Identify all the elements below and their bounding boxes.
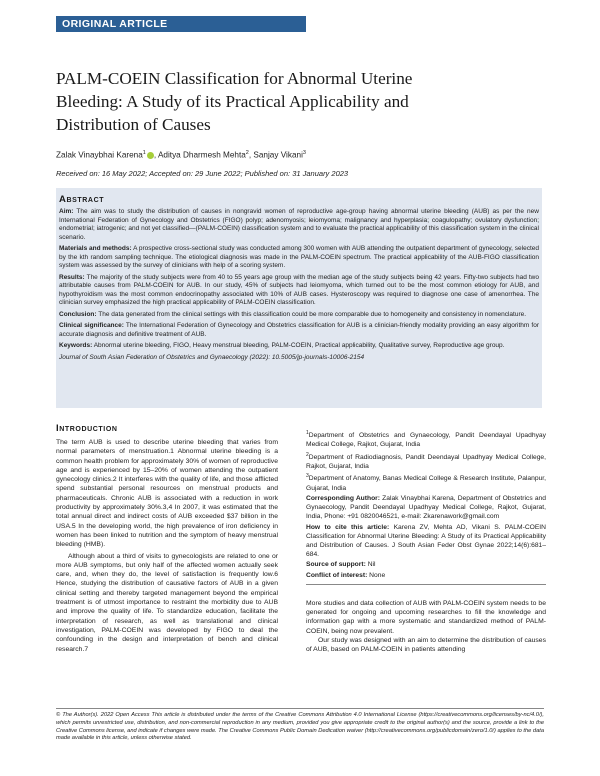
introduction-paragraph-1: The term AUB is used to describe uterine bleeding that varies from normal parameters of menstruation.1 Abnormal uterine bleeding is a common health problem for approximately 30% of women of reproductive age and is experienced by 15–20% of women attending the outpatient gynecology clinics.2 It interferes with the quality of life, and those afflicted spend substantial personal resources on menstrual products and pharmaceuticals. Chronic AUB is associated with a reduction in work productivity by approximately 30%.3,4 In 2007, it was estimated that the total annual direct and indirect costs of AUB exceeded $37 billion in the USA.5 In the developing world, the high prevalence of iron deficiency in women has been linked to nutrition and the symptom of heavy menstrual bleeding (HMB).: [56, 439, 278, 549]
affiliation-text: Department of Radiodiagnosis, Pandit Deendayal Upadhyay Medical College, Rajkot, Gujarat, India: [306, 453, 546, 471]
conflict-text: None: [369, 571, 386, 579]
support-label: Source of support:: [306, 561, 366, 569]
cite-text: Karena ZV, Mehta AD, Vikani S. PALM-COEIN Classification for Abnormal Uterine Bleeding: A Study of its Practical Applicability and Distribution of Causes. J South Asian Feder Obst Gynae 2022;14(6):681–684.: [306, 523, 546, 559]
abstract-significance: [59, 322, 539, 339]
abstract-results: [59, 274, 539, 308]
author-name: Aditya Dharmesh Mehta: [157, 150, 246, 160]
abstract-conclusion: [59, 311, 539, 320]
keywords-text: Abnormal uterine bleeding, FIGO, Heavy menstrual bleeding, PALM-COEIN, Practical applicability, Qualitative survey, Reproductive age group.: [93, 342, 505, 349]
results-label: Results:: [59, 273, 85, 281]
introduction-heading: Introduction: [56, 423, 118, 434]
affiliation-2: [306, 451, 546, 472]
right-paragraph-2: Our study was designed with an aim to determine the distribution of causes of AUB, based on PALM-COEIN in patients attending: [306, 636, 546, 654]
results-text: The majority of the study subjects were from 40 to 55 years age group with the median age of the study subjects being 42 years. Fifty-two subjects had two attributable causes from PALM-COEIN for AUB. In our study, 45% of subjects had leiomyoma, which turned out to be the most common etiology for AUB, and hypothyroidism was the most common endocrinopathy associated with 10% of AUB cases. Hysteroscopy was required to diagnose one case of amenorrhea. The clinician survey emphasized the high practical applicability of PALM-COEIN classification.: [59, 273, 539, 306]
methods-text: A prospective cross-sectional study was conducted among 300 women with AUB attending the outpatient department of gynecology, selected by the kth random sampling technique. The etiological diagnosis was made in the PALM-COEIN spectrum. The practical applicability of the AUB-FIGO classification system was assessed by the survey of clinicians with help of a scoring system.: [59, 245, 539, 269]
publication-dates: [56, 169, 348, 178]
methods-label: Materials and methods:: [59, 245, 132, 252]
corresponding-text: Zalak Vinaybhai Karena, Department of Obstetrics and Gynaecology, Pandit Deendayal Upadhyay Medical College, Rajkot, Gujarat, India, Phone: +91 0820046521, e-mail: Zkarenawork@gmail.com: [306, 494, 546, 521]
received-label: Received on:: [56, 169, 100, 178]
accepted-label: Accepted on:: [149, 169, 193, 178]
how-to-cite: [306, 523, 546, 560]
source-of-support: [306, 560, 546, 569]
received-date: 16 May 2022;: [101, 169, 148, 178]
introduction-paragraph-2: Although about a third of visits to gynecologists are related to one or more AUB symptoms, but only half of the affected women actually seek care, and, when they do, the level of satisfaction is frequently low.6 Hence, studying the distribution of causative factors of AUB in a given clinical setting and thereby targeted management beyond the empirical treatment is of utmost importance to restraint the morbidity due to AUB and improve the quality of life. To standardize education, facilitate the interpretation of research, as well as translational and clinical investigation, PALM-COEIN was developed by FIGO to deal the confounding in the design and interpretation of bench and clinical research.7: [56, 552, 278, 653]
keywords-label: Keywords:: [59, 342, 93, 349]
author-name: Sanjay Vikani: [253, 150, 303, 160]
conclusion-text: The data generated from the clinical settings with this classification could be more comparable due to homogeneity and consistency in nomenclature.: [98, 310, 527, 318]
affiliation-text: Department of Anatomy, Banas Medical College & Research Institute, Palanpur, Gujarat, India: [306, 475, 546, 492]
journal-citation: Journal of South Asian Federation of Obstetrics and Gynaecology (2022): 10.5005/jp-journals-10006-2154: [59, 353, 365, 361]
author-list: Zalak Vinaybhai Karena$^1$ , Aditya Dharmesh Mehta$^2$, Sanjay Vikani$^3$: [56, 150, 306, 160]
abstract-methods: [59, 245, 539, 271]
affiliation-3: [306, 472, 546, 493]
right-column: [306, 429, 546, 655]
abstract-keywords: [59, 342, 539, 351]
footnote-divider: [56, 708, 544, 709]
author-affiliation-number: 1: [142, 150, 146, 156]
right-paragraph-1: More studies and data collection of AUB with PALM-COEIN system needs to be generated for ongoing and upcoming researches to fill the knowledge and information gap with a more systematic and standardized method of PALM-COEIN, being now prevalent.: [306, 599, 546, 635]
support-text: Nil: [367, 561, 376, 569]
abstract-box: [56, 188, 542, 408]
accepted-date: 29 June 2022;: [195, 169, 243, 178]
abstract-heading: Abstract: [59, 194, 105, 205]
conflict-label: Conflict of interest:: [306, 571, 368, 579]
published-label: Published on:: [244, 169, 291, 178]
affiliation-number: 2: [306, 451, 309, 458]
published-date: 31 January 2023: [292, 169, 349, 178]
author-name: Zalak Vinaybhai Karena: [56, 150, 143, 160]
article-title: PALM-COEIN Classification for Abnormal Uterine Bleeding: A Study of its Practical Applicability and Distribution of Causes: [56, 69, 413, 134]
abstract-aim: [59, 208, 539, 242]
significance-label: Clinical significance:: [59, 322, 124, 329]
introduction-column: [56, 423, 278, 654]
license-footnote: © The Author(s). 2022 Open Access This article is distributed under the terms of the Creative Commons Attribution 4.0 International License (https://creativecommons.org/licenses/by-nc/4.0/), which permits unrestricted use, distribution, and non-commercial reproduction in any medium, provided you give appropriate credit to the original author(s) and the source, provide a link to the Creative Commons license, and indicate if changes were made. The Creative Commons Public Domain Dedication waiver (http://creativecommons.org/publicdomain/zero/1.0/) applies to the data made available in this article, unless otherwise stated.: [56, 712, 544, 742]
significance-text: The International Federation of Gynecology and Obstetrics classification for AUB is a clinician-friendly modality providing an easy algorithm for accurate diagnosis and definitive treatment of AUB.: [59, 322, 539, 338]
affiliation-1: [306, 429, 546, 450]
affiliation-text: Department of Obstetrics and Gynaecology, Pandit Deendayal Upadhyay Medical College, Rajkot, Gujarat, India: [306, 432, 546, 449]
conflict-of-interest: [306, 571, 546, 580]
author-affiliation-number: 2: [245, 150, 249, 156]
corresponding-author: [306, 494, 546, 522]
author-affiliation-number: 3: [302, 150, 306, 156]
aim-label: Aim:: [59, 208, 74, 215]
conclusion-label: Conclusion:: [59, 310, 97, 318]
affiliation-number: 1: [306, 430, 309, 436]
divider: [306, 584, 546, 585]
corresponding-label: Corresponding Author:: [306, 494, 380, 502]
aim-text: The aim was to study the distribution of causes in nongravid women of reproductive age-group having abnormal uterine bleeding (AUB) as per the new International Federation of Gynecology and Obstetrics (FIGO) polyp; adenomyosis; leiomyoma; malignancy and hyperplasia; coagulopathy; ovulatory dysfunction; endometrial; iatrogenic; and not yet classified—(PALM-COEIN) classification system and to evaluate the practical applicability of this classification system in the clinical scenario.: [59, 208, 539, 241]
affiliation-number: 3: [306, 473, 309, 480]
cite-label: How to cite this article:: [306, 523, 390, 531]
orcid-icon[interactable]: [147, 152, 154, 159]
section-label: ORIGINAL ARTICLE: [56, 16, 306, 32]
